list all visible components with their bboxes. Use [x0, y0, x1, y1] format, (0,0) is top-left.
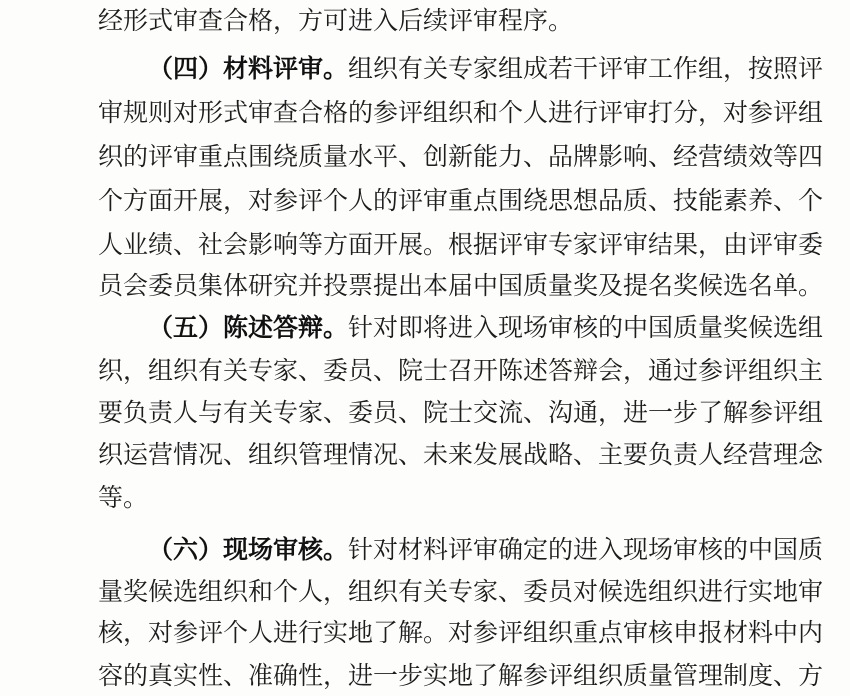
- line-text: 针对即将进入现场审核的中国质量奖候选组: [348, 313, 824, 342]
- line-text: 经形式审查合格，方可进入后续评审程序。: [98, 6, 574, 35]
- text-line: [98, 435, 824, 475]
- line-text: 织，组织有关专家、委员、院士召开陈述答辩会，通过参评组织主: [98, 356, 824, 385]
- line-text: 要负责人与有关专家、委员、院士交流、沟通，进一步了解参评组: [98, 398, 824, 427]
- line-text: 织的评审重点围绕质量水平、创新能力、品牌影响、经营绩效等四: [98, 142, 824, 171]
- line-text: 核，对参评个人进行实地了解。对参评组织重点审核申报材料中内: [98, 618, 824, 647]
- text-line: [98, 181, 824, 221]
- text-line: [98, 266, 824, 306]
- line-text: 容的真实性、准确性，进一步实地了解参评组织质量管理制度、方: [98, 661, 824, 690]
- section-heading-material-review: （四）材料评审。: [148, 54, 349, 83]
- line-text: 织运营情况、组织管理情况、未来发展战略、主要负责人经营理念: [98, 440, 824, 469]
- line-text: 等。: [98, 483, 149, 512]
- line-text: 量奖候选组织和个人，组织有关专家、委员对候选组织进行实地审: [98, 577, 824, 606]
- line-text: 人业绩、社会影响等方面开展。根据评审专家评审结果，由评审委: [98, 230, 824, 259]
- line-text: 组织有关专家组成若干评审工作组，按照评: [348, 54, 824, 83]
- text-line: [98, 656, 824, 696]
- text-line: [98, 572, 824, 612]
- section-heading-line: [148, 530, 824, 570]
- line-text: 针对材料评审确定的进入现场审核的中国质: [348, 535, 824, 564]
- line-text: 审规则对形式审查合格的参评组织和个人进行评审打分，对参评组: [98, 98, 824, 127]
- text-line: [98, 93, 824, 133]
- text-line: [98, 478, 758, 518]
- text-line: [98, 351, 824, 391]
- line-text: 个方面开展，对参评个人的评审重点围绕思想品质、技能素养、个: [98, 186, 824, 215]
- text-line: [98, 225, 824, 265]
- section-heading-statement-defense: （五）陈述答辩。: [148, 313, 349, 342]
- text-line: [98, 613, 824, 653]
- line-text: 员会委员集体研究并投票提出本届中国质量奖及提名奖候选名单。: [98, 271, 824, 300]
- section-heading-line: [148, 308, 824, 348]
- text-line: [98, 393, 824, 433]
- text-line: [98, 1, 758, 41]
- text-line: [98, 137, 824, 177]
- section-heading-onsite-audit: （六）现场审核。: [148, 535, 349, 564]
- section-heading-line: [148, 49, 824, 89]
